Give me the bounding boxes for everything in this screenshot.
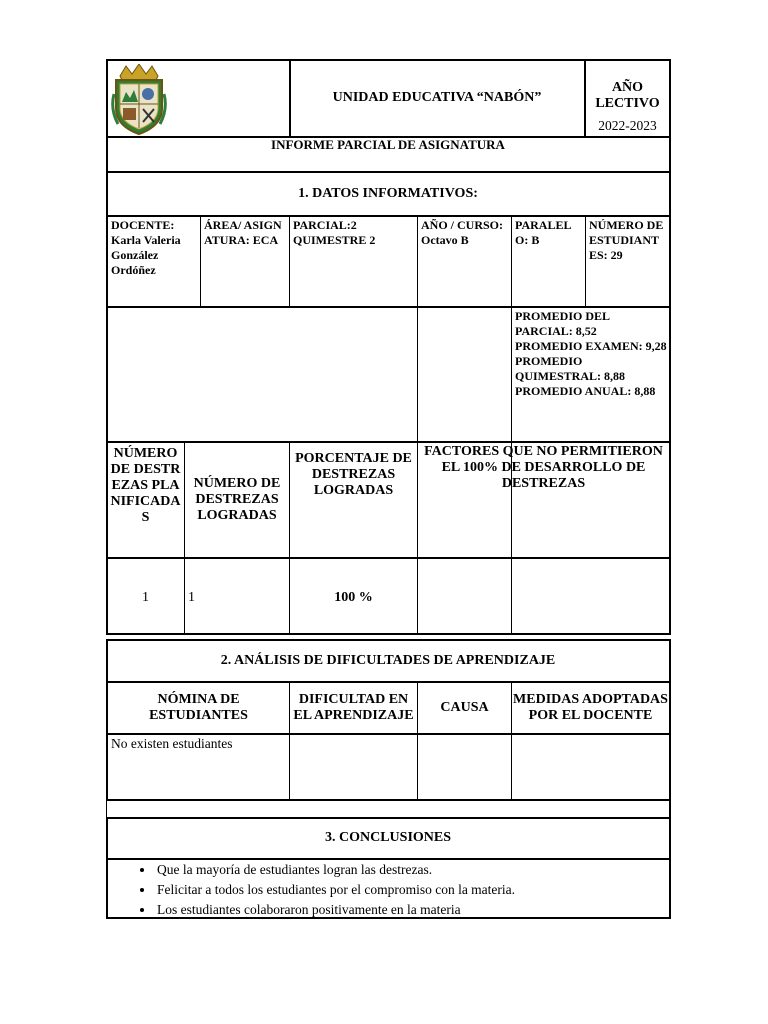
promedio-parcial: PROMEDIO DEL PARCIAL: 8,52 xyxy=(515,309,610,338)
header-destrezas-logradas: NÚMERO DE DESTREZAS LOGRADAS xyxy=(193,476,281,523)
report-title: INFORME PARCIAL DE ASIGNATURA xyxy=(271,137,505,152)
section-2-title: 2. ANÁLISIS DE DIFICULTADES DE APRENDIZAJE xyxy=(220,652,556,668)
section-3-title: 3. CONCLUSIONES xyxy=(324,830,452,845)
header-nomina: NÓMINA DE ESTUDIANTES xyxy=(149,692,248,723)
info-docente: DOCENTE: Karla Valeria González Ordóñez xyxy=(111,218,181,277)
conclusion-item: • Los estudiantes colaboraron positivamente en la materia xyxy=(155,900,667,920)
school-year-value: 2022-2023 xyxy=(598,118,657,133)
header-factores: FACTORES QUE NO PERMITIERON EL 100% DE DESARROLLO DE DESTREZAS xyxy=(424,444,663,491)
value-destrezas-planificadas: 1 xyxy=(142,590,149,605)
school-name: UNIDAD EDUCATIVA “NABÓN” xyxy=(332,90,542,105)
info-area: ÁREA/ ASIGNATURA: ECA xyxy=(204,218,282,247)
header-porcentaje-destrezas: PORCENTAJE DE DESTREZAS LOGRADAS xyxy=(295,451,412,498)
promedios-list xyxy=(515,309,667,399)
info-paralelo: PARALELO: B xyxy=(515,218,572,247)
info-curso: AÑO / CURSO: Octavo B xyxy=(421,218,504,247)
promedio-anual: PROMEDIO ANUAL: 8,88 xyxy=(515,384,656,398)
value-nomina: No existen estudiantes xyxy=(111,736,233,751)
conclusion-item: • Felicitar a todos los estudiantes por el compromiso con la materia. xyxy=(155,880,667,900)
promedio-examen: PROMEDIO EXAMEN: 9,28 xyxy=(515,339,667,353)
header-dificultad: DIFICULTAD EN EL APRENDIZAJE xyxy=(293,692,414,723)
school-year-label: AÑO LECTIVO xyxy=(595,80,660,111)
section-1-title: 1. DATOS INFORMATIVOS: xyxy=(298,185,478,201)
value-destrezas-logradas: 1 xyxy=(188,590,195,605)
school-crest-logo xyxy=(110,64,168,136)
header-causa: CAUSA xyxy=(440,700,489,715)
header-medidas: MEDIDAS ADOPTADAS POR EL DOCENTE xyxy=(513,692,668,723)
info-numero-estudiantes: NÚMERO DE ESTUDIANTES: 29 xyxy=(589,218,664,262)
value-porcentaje: 100 % xyxy=(334,590,373,605)
header-destrezas-planificadas: NÚMERO DE DESTREZAS PLANIFICADAS xyxy=(110,446,181,525)
promedio-quimestral: PROMEDIO QUIMESTRAL: 8,88 xyxy=(515,354,626,383)
conclusiones-list xyxy=(107,860,667,920)
conclusion-item: • Que la mayoría de estudiantes logran las destrezas. xyxy=(155,860,667,880)
info-parcial: PARCIAL:2 QUIMESTRE 2 xyxy=(293,218,376,247)
